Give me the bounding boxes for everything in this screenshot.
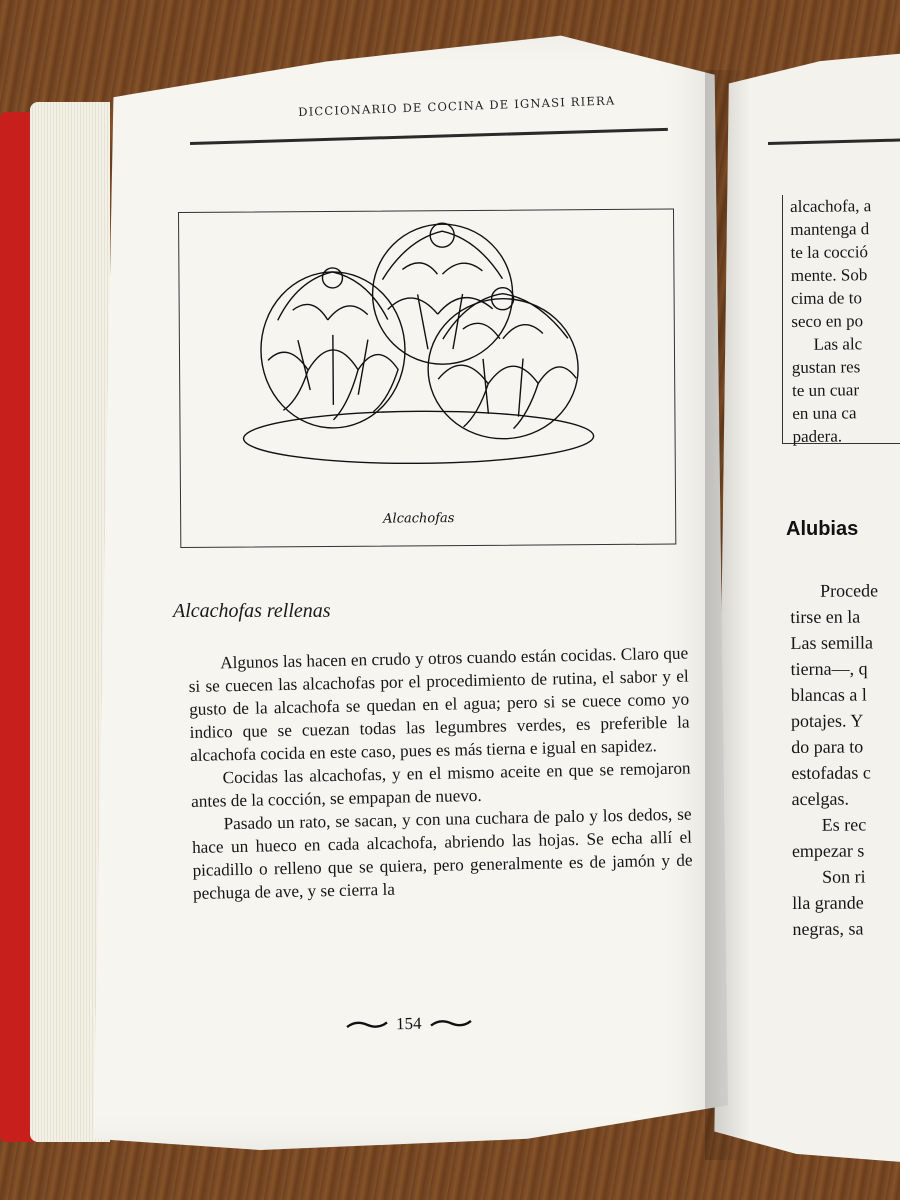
text-line: en una ca xyxy=(792,403,857,423)
text-line: mente. Sob xyxy=(790,265,868,285)
text-line: seco en po xyxy=(791,311,864,331)
text-line: Las alc xyxy=(813,334,863,354)
figure-frame xyxy=(178,209,676,548)
right-page-text xyxy=(790,577,881,942)
text-line: mantenga d xyxy=(790,219,870,239)
swash-left-ornament xyxy=(346,1018,388,1031)
figure-caption: Alcachofas xyxy=(383,511,455,527)
left-page xyxy=(60,30,728,1150)
text-line: te la cocció xyxy=(790,242,869,262)
text-line: estofadas c xyxy=(791,762,871,783)
text-line: Son ri xyxy=(822,866,866,887)
text-line: Es rec xyxy=(821,814,867,835)
text-line: negras, sa xyxy=(792,918,864,939)
text-line: cima de to xyxy=(790,288,862,308)
text-line: do para to xyxy=(791,736,864,757)
text-line: padera. xyxy=(792,426,843,446)
paragraph: Pasado un rato, se sacan, y con una cuchara de palo y los dedos, se hace un hueco en cada alcachofa, abriendo las hojas. Se echa allí el picadillo o relleno que se quiera, pero generalmente es de jamón y de pechuga de ave, y se cierra la xyxy=(191,804,693,903)
text-line: empezar s xyxy=(791,840,865,861)
text-line: acelgas. xyxy=(791,788,850,809)
text-line: alcachofa, a xyxy=(790,196,872,216)
artichoke-illustration xyxy=(237,198,599,501)
running-head: DICCIONARIO DE COCINA DE IGNASI RIERA xyxy=(298,93,616,119)
swash-right-ornament xyxy=(429,1017,471,1030)
text-line: Las semilla xyxy=(790,632,874,653)
artichoke-left xyxy=(260,267,405,428)
page-number: 154 xyxy=(395,1013,422,1034)
paragraph: Algunos las hacen en crudo y otros cuando están cocidas. Claro que si se cuecen las alcachofas por el procedimiento de rutina, el sabor y el gusto de la alcachofa se quedan en el agua; pero si se cuece como yo indico que se cuezan todas las legumbres verdes, es preferible la alcachofa cocida en este caso, pues es más tierna e igual en sapidez. xyxy=(188,643,690,765)
paragraph: Cocidas las alcachofas, y en el mismo aceite en que se remojaron antes de la cocción, se empapan de nuevo. xyxy=(190,758,691,811)
right-page-boxed-text xyxy=(790,194,874,448)
artichoke-center xyxy=(372,223,513,365)
text-line: potajes. Y xyxy=(790,710,864,731)
text-line: Procede xyxy=(820,580,879,601)
section-heading: Alubias xyxy=(786,518,859,540)
text-line: lla grande xyxy=(792,892,864,913)
book-gutter xyxy=(705,70,750,1160)
article-body xyxy=(188,642,693,905)
page-footer xyxy=(346,1013,472,1035)
text-line: gustan res xyxy=(791,357,861,377)
article-title: Alcachofas rellenas xyxy=(173,600,331,622)
text-line: blancas a l xyxy=(790,684,867,705)
text-line: tierna—, q xyxy=(790,658,868,679)
text-line: te un cuar xyxy=(791,380,860,400)
text-line: tirse en la xyxy=(790,606,861,627)
